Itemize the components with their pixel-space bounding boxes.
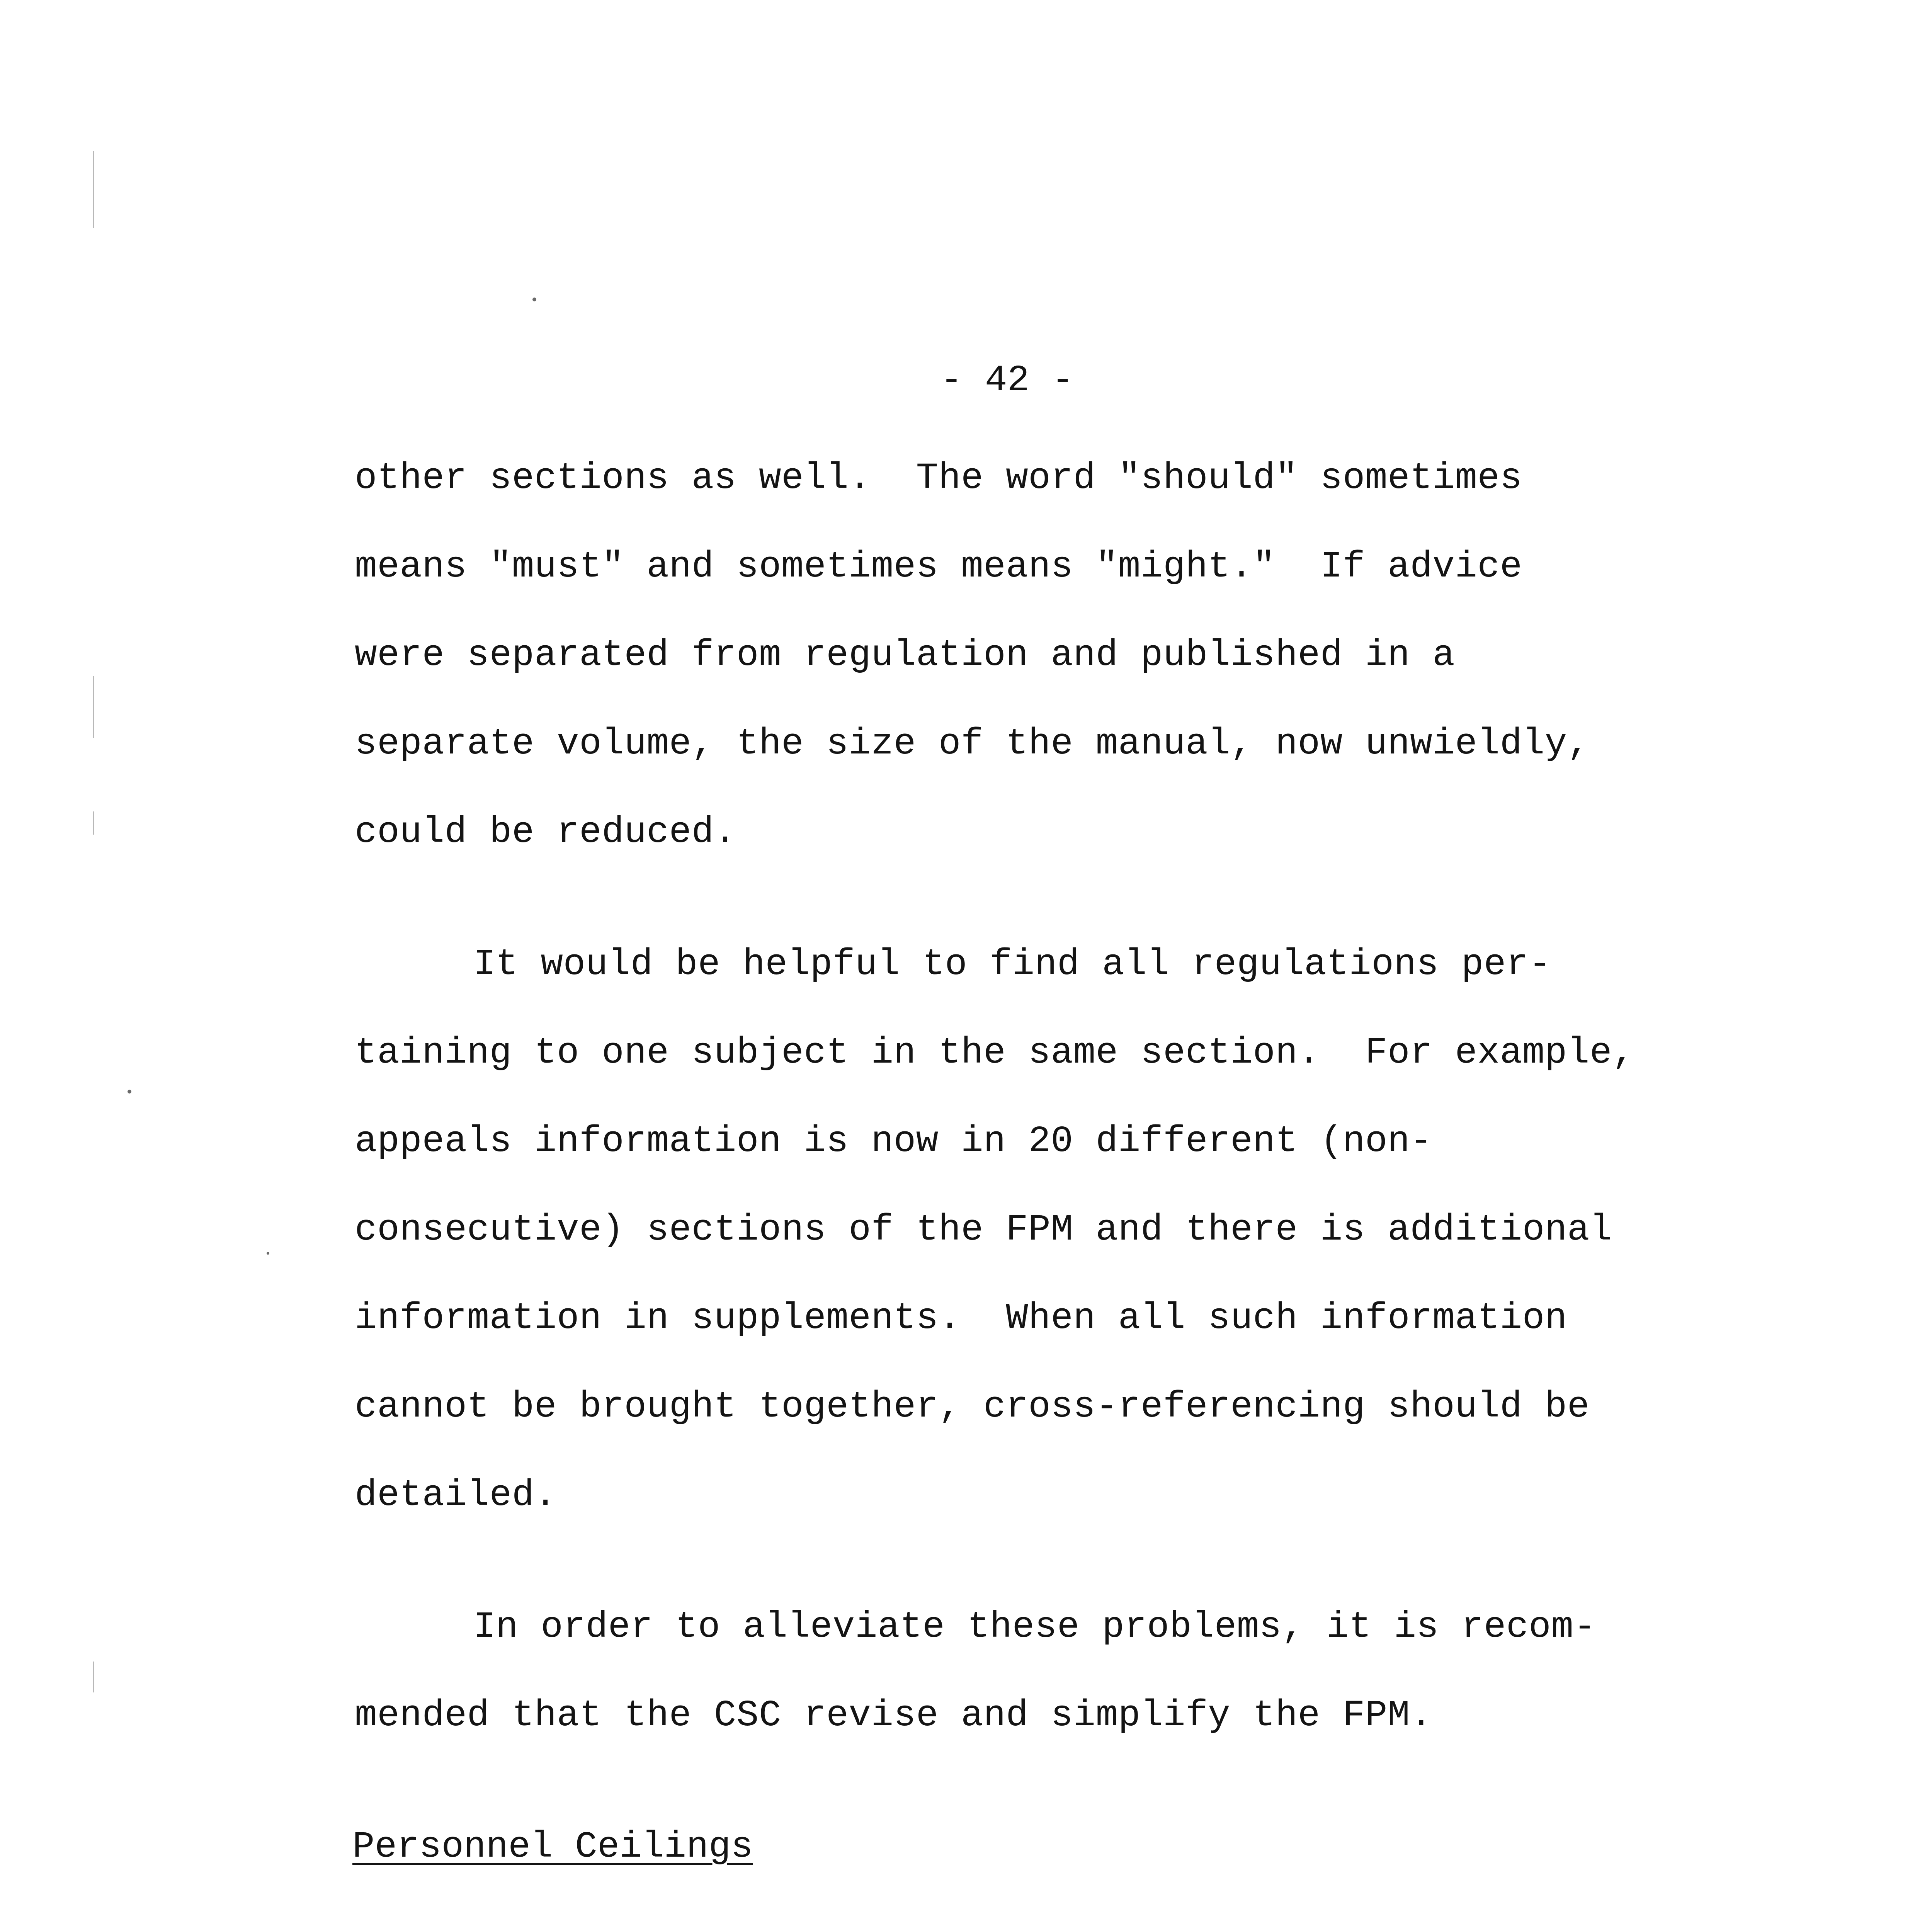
scan-speck [267, 1252, 269, 1255]
paragraph-line: information in supplements. When all such information [355, 1297, 1567, 1339]
section-heading: Personnel Ceilings [352, 1826, 753, 1868]
paragraph-line: taining to one subject in the same section. For example, [355, 1032, 1635, 1074]
paragraph-line: were separated from regulation and published in a [355, 634, 1455, 676]
paragraph-line: In order to alleviate these problems, it is recom- [473, 1606, 1596, 1648]
paragraph-line: mended that the CSC revise and simplify the FPM. [355, 1694, 1433, 1736]
page-number: - 42 - [940, 359, 1074, 401]
scan-margin-mark [93, 811, 94, 835]
scan-speck [532, 298, 536, 301]
paragraph-line: means "must" and sometimes means "might." If advice [355, 546, 1522, 588]
paragraph-line: could be reduced. [355, 811, 736, 853]
paragraph-line: separate volume, the size of the manual, now unwieldly, [355, 723, 1590, 765]
scan-margin-mark [93, 1662, 94, 1692]
scan-margin-mark [93, 676, 94, 738]
paragraph-line: consecutive) sections of the FPM and there is additional [355, 1209, 1612, 1251]
scan-margin-mark [93, 151, 94, 228]
paragraph-line: It would be helpful to find all regulations per- [473, 943, 1551, 985]
paragraph-line: detailed. [355, 1474, 557, 1516]
paragraph-line: appeals information is now in 20 different (non- [355, 1120, 1433, 1162]
paragraph-line: cannot be brought together, cross-referencing should be [355, 1386, 1590, 1428]
paragraph-line: other sections as well. The word "should" sometimes [355, 457, 1522, 499]
scan-speck [128, 1090, 131, 1094]
